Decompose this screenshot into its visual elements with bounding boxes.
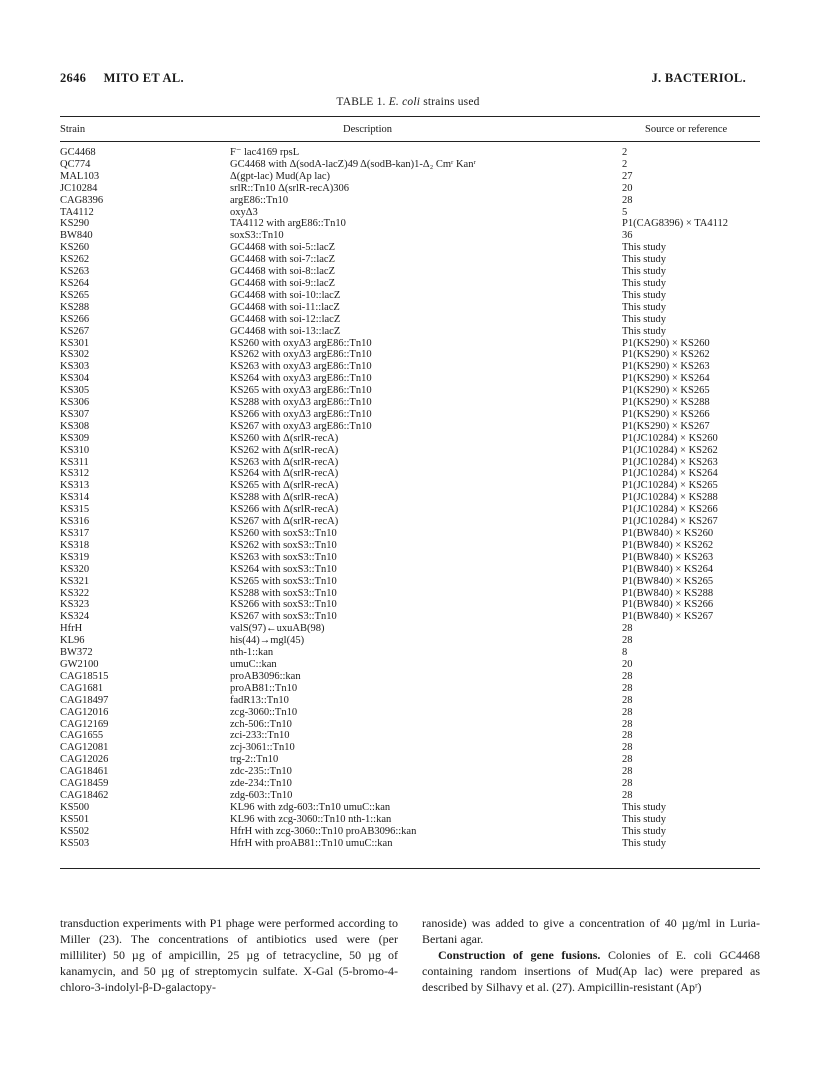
table-row bbox=[60, 207, 760, 219]
description-cell: KS263 with oxyΔ3 argE86::Tn10 bbox=[230, 361, 372, 373]
table-row bbox=[60, 635, 760, 647]
strain-cell: KS265 bbox=[60, 289, 90, 301]
table-row bbox=[60, 814, 760, 826]
description-cell: zch-506::Tn10 bbox=[230, 718, 292, 730]
description-cell: KS267 with oxyΔ3 argE86::Tn10 bbox=[230, 420, 372, 432]
section-heading: Construction of gene fusions. bbox=[438, 948, 601, 962]
table-row bbox=[60, 409, 760, 421]
source-cell: P1(KS290) × KS260 bbox=[622, 337, 710, 349]
table-row bbox=[60, 159, 760, 171]
strain-cell: JC10284 bbox=[60, 182, 98, 194]
source-cell: P1(KS290) × KS264 bbox=[622, 373, 710, 385]
source-cell: P1(KS290) × KS288 bbox=[622, 397, 710, 409]
table-row bbox=[60, 195, 760, 207]
table-row bbox=[60, 826, 760, 838]
strain-cell: CAG18462 bbox=[60, 789, 109, 801]
source-cell: 2 bbox=[622, 147, 628, 158]
source-cell: This study bbox=[622, 242, 667, 254]
description-cell: zci-233::Tn10 bbox=[230, 730, 290, 742]
source-cell: P1(BW840) × KS265 bbox=[622, 575, 714, 587]
strain-cell: KS264 bbox=[60, 277, 90, 289]
table-row bbox=[60, 242, 760, 254]
description-cell: KS260 with Δ(srlR-recA) bbox=[230, 432, 339, 444]
table-row bbox=[60, 599, 760, 611]
table-row bbox=[60, 147, 760, 159]
strain-cell: KS313 bbox=[60, 480, 90, 492]
description-cell: KS267 with soxS3::Tn10 bbox=[230, 611, 337, 623]
strain-cell: KS321 bbox=[60, 575, 90, 587]
table-row bbox=[60, 421, 760, 433]
table-row bbox=[60, 588, 760, 600]
description-cell: KS288 with soxS3::Tn10 bbox=[230, 587, 337, 599]
source-cell: This study bbox=[622, 313, 667, 325]
strain-cell: CAG1681 bbox=[60, 682, 104, 694]
source-cell: This study bbox=[622, 813, 667, 825]
strain-cell: KS322 bbox=[60, 587, 90, 599]
strain-cell: KS304 bbox=[60, 373, 90, 385]
strain-cell: KS501 bbox=[60, 813, 90, 825]
table-row bbox=[60, 802, 760, 814]
description-cell: zdg-603::Tn10 bbox=[230, 789, 293, 801]
description-cell: KL96 with zcg-3060::Tn10 nth-1::kan bbox=[230, 813, 392, 825]
source-cell: 28 bbox=[622, 742, 633, 754]
description-cell: KS267 with Δ(srlR-recA) bbox=[230, 516, 339, 528]
table-row bbox=[60, 457, 760, 469]
source-cell: P1(KS290) × KS265 bbox=[622, 385, 710, 397]
source-cell: P1(BW840) × KS288 bbox=[622, 587, 714, 599]
strain-table-body bbox=[60, 147, 760, 849]
source-cell: This study bbox=[622, 254, 667, 266]
description-cell: GC4468 with Δ(sodA-lacZ)49 Δ(sodB-kan)1-Δ₂ Cmʳ Kanʳ bbox=[230, 158, 476, 170]
source-cell: This study bbox=[622, 266, 667, 278]
body-column-right bbox=[422, 915, 760, 995]
table-row bbox=[60, 278, 760, 290]
source-cell: P1(BW840) × KS264 bbox=[622, 563, 714, 575]
table-row bbox=[60, 552, 760, 564]
description-cell: HfrH with zcg-3060::Tn10 proAB3096::kan bbox=[230, 825, 417, 837]
description-cell: GC4468 with soi-11::lacZ bbox=[230, 301, 340, 313]
strain-cell: KS320 bbox=[60, 563, 90, 575]
description-cell: fadR13::Tn10 bbox=[230, 694, 289, 706]
strain-cell: CAG1655 bbox=[60, 730, 104, 742]
description-cell: HfrH with proAB81::Tn10 umuC::kan bbox=[230, 837, 393, 849]
source-cell: P1(BW840) × KS266 bbox=[622, 599, 714, 611]
table-row bbox=[60, 492, 760, 504]
strain-cell: CAG12016 bbox=[60, 706, 109, 718]
source-cell: 28 bbox=[622, 623, 633, 635]
description-cell: F⁻ lac4169 rpsL bbox=[230, 147, 300, 158]
continued-paragraph: ranoside) was added to give a concentration of 40 µg/ml in Luria-Bertani agar. bbox=[422, 916, 760, 946]
strain-cell: KS290 bbox=[60, 218, 90, 230]
source-cell: 28 bbox=[622, 730, 633, 742]
strain-cell: KS502 bbox=[60, 825, 90, 837]
description-cell: KS263 with soxS3::Tn10 bbox=[230, 551, 337, 563]
strain-cell: KS266 bbox=[60, 313, 90, 325]
source-cell: P1(JC10284) × KS288 bbox=[622, 492, 718, 504]
strain-cell: GW2100 bbox=[60, 658, 99, 670]
source-cell: P1(JC10284) × KS265 bbox=[622, 480, 718, 492]
strain-cell: CAG8396 bbox=[60, 194, 104, 206]
body-column-left bbox=[60, 915, 398, 995]
description-cell: KS262 with oxyΔ3 argE86::Tn10 bbox=[230, 349, 372, 361]
source-cell: 28 bbox=[622, 694, 633, 706]
table-row bbox=[60, 778, 760, 790]
page-number: 2646 bbox=[60, 71, 87, 85]
strain-cell: KS323 bbox=[60, 599, 90, 611]
source-cell: 36 bbox=[622, 230, 633, 242]
column-header-description: Description bbox=[343, 124, 392, 135]
strain-cell: KS309 bbox=[60, 432, 90, 444]
description-cell: KS265 with soxS3::Tn10 bbox=[230, 575, 337, 587]
description-cell: KS262 with soxS3::Tn10 bbox=[230, 539, 337, 551]
table-row bbox=[60, 338, 760, 350]
table-row bbox=[60, 790, 760, 802]
strain-cell: KS311 bbox=[60, 456, 89, 468]
strain-cell: KS306 bbox=[60, 397, 90, 409]
description-cell: GC4468 with soi-13::lacZ bbox=[230, 325, 341, 337]
description-cell: oxyΔ3 bbox=[230, 206, 258, 218]
table-row bbox=[60, 254, 760, 266]
source-cell: P1(JC10284) × KS264 bbox=[622, 468, 718, 480]
source-cell: This study bbox=[622, 325, 667, 337]
table-row bbox=[60, 230, 760, 242]
source-cell: P1(CAG8396) × TA4112 bbox=[622, 218, 728, 230]
strain-cell: KS288 bbox=[60, 301, 90, 313]
strain-cell: KS308 bbox=[60, 420, 90, 432]
methods-paragraph: transduction experiments with P1 phage were performed according to Miller (23). The concentrations of antibiotics used were (per milliliter) 50 µg of ampicillin, 25 µg of tetracycline, 50 µg of kanamycin, and 50 µg of streptomycin sulfate. X-Gal (5-bromo-4-chloro-3-indolyl-β-D-galactopy- bbox=[60, 916, 398, 994]
table-row bbox=[60, 564, 760, 576]
table-row bbox=[60, 504, 760, 516]
description-cell: KS260 with soxS3::Tn10 bbox=[230, 528, 337, 539]
description-cell: umuC::kan bbox=[230, 658, 277, 670]
description-cell: KS264 with Δ(srlR-recA) bbox=[230, 468, 339, 480]
description-cell: his(44)→mgl(45) bbox=[230, 635, 305, 647]
description-cell: GC4468 with soi-5::lacZ bbox=[230, 242, 335, 254]
strain-cell: KS319 bbox=[60, 551, 90, 563]
strain-cell: TA4112 bbox=[60, 206, 94, 218]
table-row bbox=[60, 719, 760, 731]
table-row bbox=[60, 326, 760, 338]
table-row bbox=[60, 695, 760, 707]
source-cell: 2 bbox=[622, 158, 628, 170]
description-cell: valS(97)←uxuAB(98) bbox=[230, 623, 325, 635]
table-row bbox=[60, 647, 760, 659]
source-cell: 28 bbox=[622, 635, 633, 647]
strain-cell: CAG12081 bbox=[60, 742, 109, 754]
table-row bbox=[60, 671, 760, 683]
description-cell: GC4468 with soi-10::lacZ bbox=[230, 289, 341, 301]
strain-cell: BW840 bbox=[60, 230, 93, 242]
description-cell: zde-234::Tn10 bbox=[230, 778, 292, 790]
strain-cell: KS303 bbox=[60, 361, 90, 373]
table-row bbox=[60, 397, 760, 409]
source-cell: 28 bbox=[622, 670, 633, 682]
strain-cell: QC774 bbox=[60, 158, 91, 170]
source-cell: P1(KS290) × KS263 bbox=[622, 361, 710, 373]
table-row bbox=[60, 218, 760, 230]
description-cell: zdc-235::Tn10 bbox=[230, 766, 292, 778]
description-cell: KL96 with zdg-603::Tn10 umuC::kan bbox=[230, 801, 391, 813]
source-cell: 5 bbox=[622, 206, 628, 218]
table-row bbox=[60, 349, 760, 361]
source-cell: 8 bbox=[622, 647, 628, 659]
source-cell: 28 bbox=[622, 778, 633, 790]
strain-cell: KS307 bbox=[60, 408, 90, 420]
description-cell: srlR::Tn10 Δ(srlR-recA)306 bbox=[230, 182, 350, 194]
strain-cell: KS312 bbox=[60, 468, 90, 480]
source-cell: P1(JC10284) × KS260 bbox=[622, 432, 718, 444]
table-row bbox=[60, 742, 760, 754]
table-row bbox=[60, 683, 760, 695]
table-row bbox=[60, 576, 760, 588]
table-row bbox=[60, 266, 760, 278]
source-cell: This study bbox=[622, 825, 667, 837]
description-cell: KS265 with oxyΔ3 argE86::Tn10 bbox=[230, 385, 372, 397]
source-cell: 28 bbox=[622, 789, 633, 801]
table-row bbox=[60, 171, 760, 183]
source-cell: This study bbox=[622, 289, 667, 301]
description-cell: soxS3::Tn10 bbox=[230, 230, 284, 242]
description-cell: KS263 with Δ(srlR-recA) bbox=[230, 456, 339, 468]
running-authors: MITO ET AL. bbox=[103, 71, 184, 85]
caption-organism: E. coli bbox=[388, 96, 421, 108]
description-cell: GC4468 with soi-12::lacZ bbox=[230, 313, 341, 325]
description-cell: trg-2::Tn10 bbox=[230, 754, 279, 766]
source-cell: 28 bbox=[622, 194, 633, 206]
strain-cell: KS310 bbox=[60, 444, 90, 456]
source-cell: P1(BW840) × KS263 bbox=[622, 551, 714, 563]
source-cell: P1(BW840) × KS262 bbox=[622, 539, 714, 551]
table-row bbox=[60, 361, 760, 373]
source-cell: P1(JC10284) × KS263 bbox=[622, 456, 718, 468]
strain-cell: CAG18461 bbox=[60, 766, 109, 778]
strain-cell: BW372 bbox=[60, 647, 93, 659]
strain-cell: GC4468 bbox=[60, 147, 96, 158]
strain-cell: KL96 bbox=[60, 635, 85, 647]
strain-cell: CAG12169 bbox=[60, 718, 109, 730]
strain-cell: CAG18515 bbox=[60, 670, 109, 682]
strain-cell: MAL103 bbox=[60, 170, 100, 182]
source-cell: 28 bbox=[622, 718, 633, 730]
source-cell: 27 bbox=[622, 170, 633, 182]
strain-cell: KS305 bbox=[60, 385, 90, 397]
source-cell: P1(BW840) × KS260 bbox=[622, 528, 714, 539]
description-cell: KS264 with soxS3::Tn10 bbox=[230, 563, 337, 575]
source-cell: This study bbox=[622, 277, 667, 289]
table-row bbox=[60, 385, 760, 397]
description-cell: KS264 with oxyΔ3 argE86::Tn10 bbox=[230, 373, 372, 385]
running-header-left bbox=[60, 71, 184, 86]
table-caption bbox=[0, 96, 816, 108]
strain-cell: KS267 bbox=[60, 325, 90, 337]
description-cell: proAB3096::kan bbox=[230, 670, 301, 682]
table-header-rule bbox=[60, 141, 760, 142]
table-bottom-rule bbox=[60, 868, 760, 869]
description-cell: KS288 with oxyΔ3 argE86::Tn10 bbox=[230, 397, 372, 409]
source-cell: 28 bbox=[622, 754, 633, 766]
source-cell: P1(JC10284) × KS266 bbox=[622, 504, 718, 516]
strain-cell: CAG18497 bbox=[60, 694, 109, 706]
table-row bbox=[60, 528, 760, 540]
source-cell: This study bbox=[622, 837, 667, 849]
description-cell: KS266 with Δ(srlR-recA) bbox=[230, 504, 339, 516]
description-cell: KS265 with Δ(srlR-recA) bbox=[230, 480, 339, 492]
description-cell: KS266 with oxyΔ3 argE86::Tn10 bbox=[230, 408, 372, 420]
strain-cell: KS318 bbox=[60, 539, 90, 551]
table-row bbox=[60, 302, 760, 314]
table-row bbox=[60, 659, 760, 671]
source-cell: P1(JC10284) × KS267 bbox=[622, 516, 718, 528]
source-cell: 20 bbox=[622, 658, 633, 670]
table-row bbox=[60, 540, 760, 552]
table-row bbox=[60, 754, 760, 766]
description-cell: zcj-3061::Tn10 bbox=[230, 742, 295, 754]
strain-cell: CAG12026 bbox=[60, 754, 109, 766]
strain-cell: KS302 bbox=[60, 349, 90, 361]
strain-cell: KS503 bbox=[60, 837, 90, 849]
source-cell: P1(KS290) × KS266 bbox=[622, 408, 710, 420]
table-row bbox=[60, 623, 760, 635]
description-cell: zcg-3060::Tn10 bbox=[230, 706, 298, 718]
table-row bbox=[60, 468, 760, 480]
description-cell: Δ(gpt-lac) Mud(Ap lac) bbox=[230, 170, 331, 182]
strain-cell: KS314 bbox=[60, 492, 90, 504]
caption-text: strains used bbox=[423, 96, 480, 108]
strain-cell: KS317 bbox=[60, 528, 90, 539]
description-cell: KS288 with Δ(srlR-recA) bbox=[230, 492, 339, 504]
description-cell: argE86::Tn10 bbox=[230, 194, 289, 206]
table-row bbox=[60, 433, 760, 445]
description-cell: KS262 with Δ(srlR-recA) bbox=[230, 444, 339, 456]
source-cell: 20 bbox=[622, 182, 633, 194]
table-row bbox=[60, 290, 760, 302]
strain-cell: KS316 bbox=[60, 516, 90, 528]
description-cell: proAB81::Tn10 bbox=[230, 682, 298, 694]
strain-cell: KS262 bbox=[60, 254, 90, 266]
source-cell: 28 bbox=[622, 766, 633, 778]
source-cell: 28 bbox=[622, 682, 633, 694]
column-header-source: Source or reference bbox=[645, 124, 728, 135]
strain-cell: KS263 bbox=[60, 266, 90, 278]
table-row bbox=[60, 516, 760, 528]
table-row bbox=[60, 730, 760, 742]
source-cell: P1(JC10284) × KS262 bbox=[622, 444, 718, 456]
table-row bbox=[60, 183, 760, 195]
table-row bbox=[60, 611, 760, 623]
table-row bbox=[60, 838, 760, 850]
caption-label: TABLE 1. bbox=[336, 96, 386, 108]
description-cell: GC4468 with soi-7::lacZ bbox=[230, 254, 335, 266]
table-row bbox=[60, 707, 760, 719]
source-cell: 28 bbox=[622, 706, 633, 718]
source-cell: This study bbox=[622, 301, 667, 313]
description-cell: KS260 with oxyΔ3 argE86::Tn10 bbox=[230, 337, 372, 349]
strain-cell: HfrH bbox=[60, 623, 83, 635]
table-row bbox=[60, 445, 760, 457]
source-cell: P1(BW840) × KS267 bbox=[622, 611, 714, 623]
strain-cell: KS324 bbox=[60, 611, 90, 623]
table-row bbox=[60, 766, 760, 778]
description-cell: TA4112 with argE86::Tn10 bbox=[230, 218, 346, 230]
table-row bbox=[60, 480, 760, 492]
description-cell: KS266 with soxS3::Tn10 bbox=[230, 599, 337, 611]
table-row bbox=[60, 373, 760, 385]
table-row bbox=[60, 314, 760, 326]
strain-cell: KS315 bbox=[60, 504, 90, 516]
source-cell: P1(KS290) × KS262 bbox=[622, 349, 710, 361]
column-header-strain: Strain bbox=[60, 124, 86, 135]
gene-fusion-text: Colonies of E. coli GC4468 containing random insertions of Mud(Ap lac) were prepared as described by Silhavy et al. (27). Ampicillin-resistant (Apʳ) bbox=[422, 948, 760, 994]
gene-fusion-paragraph bbox=[422, 947, 760, 995]
source-cell: This study bbox=[622, 801, 667, 813]
description-cell: nth-1::kan bbox=[230, 647, 274, 659]
strain-cell: KS301 bbox=[60, 337, 90, 349]
description-cell: GC4468 with soi-9::lacZ bbox=[230, 277, 335, 289]
source-cell: P1(KS290) × KS267 bbox=[622, 420, 710, 432]
journal-name: J. BACTERIOL. bbox=[651, 71, 746, 85]
strain-cell: CAG18459 bbox=[60, 778, 109, 790]
strain-cell: KS500 bbox=[60, 801, 90, 813]
table-top-rule bbox=[60, 116, 760, 117]
strain-cell: KS260 bbox=[60, 242, 90, 254]
description-cell: GC4468 with soi-8::lacZ bbox=[230, 266, 335, 278]
